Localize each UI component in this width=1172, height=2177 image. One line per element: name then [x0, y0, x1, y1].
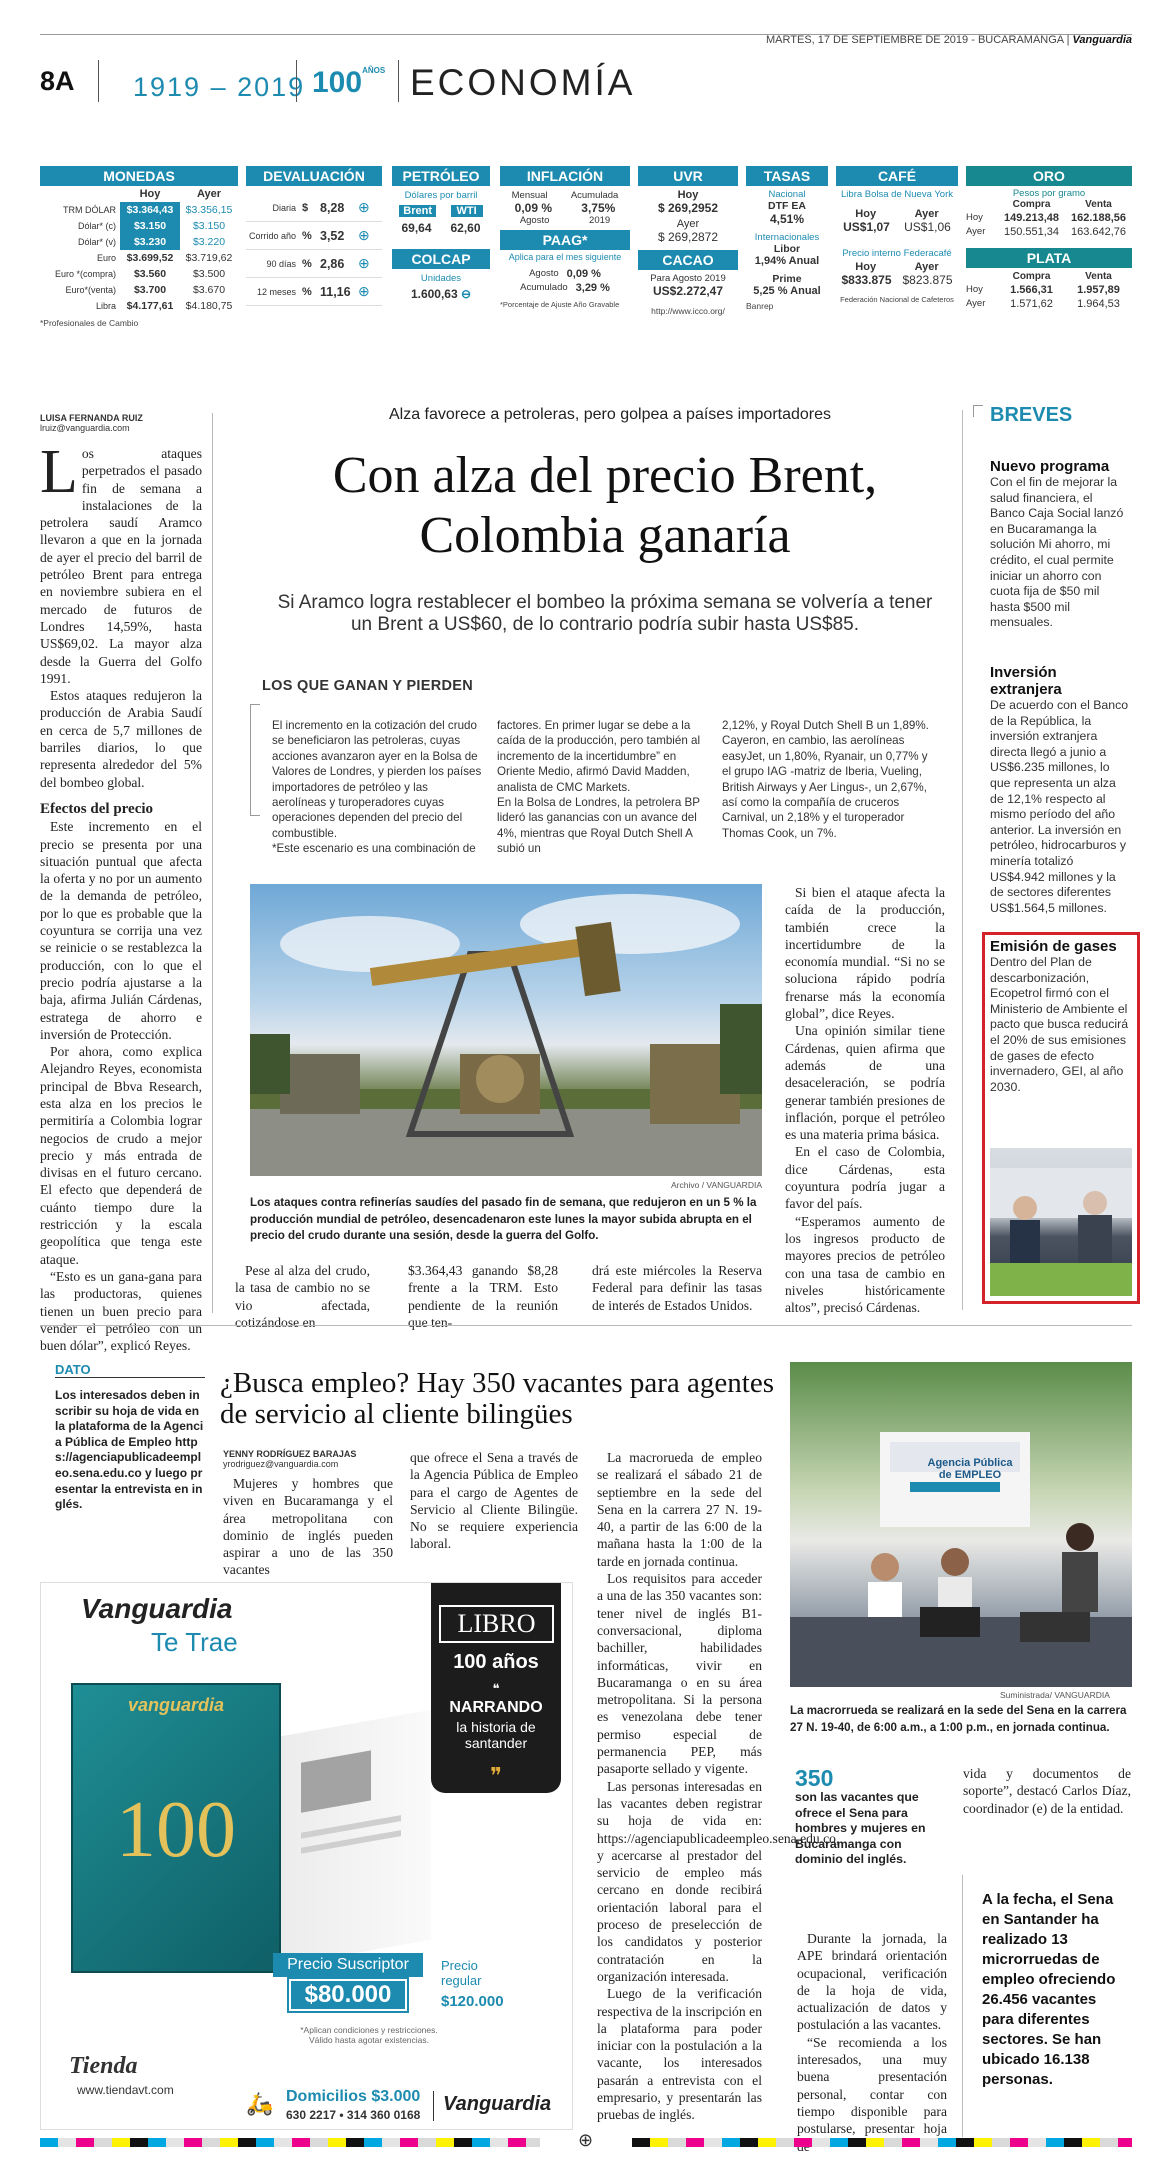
ganan-col-2: factores. En primer lugar se debe a la caída de la producción, pero también al incremento de la incertidumbre” en Oriente Medio, afirmó David Madden, analista de CMC Markets. En la Bolsa de Londres, la petrolera BP lideró las ganancias con un avance del 4%, mientras que Royal Dutch Shell A subió un — [497, 719, 701, 856]
empleo-col-3: La macrorueda de empleo se realizará el sábado 21 de septiembre en la sede del Sena en la carrera 27 N. 19-40, a partir de las 6:00 de la mañana hasta la 1:00 de la tarde en jornada continua. Los requisitos para acceder a una de las 350 vacantes son: tener nivel de inglés B1-conversacional, diploma bachiller, habilidades informáticas, vivir en Bucaramanga o en su área metropolitana. Si la persona es venezolana debe tener permiso especial de permanencia PEP, más pasaporte sellado y vigente. Las personas interesadas en las vacantes deben registrar su hoja de vida en: https://agenciapublicadeempleo.sena.edu.co, y acercarse al prestador del servicio de empleo más cercano en donde recibirá orientación laboral para el proceso de preselección de los candidatos y posterior contratación en la organización interesada. Luego de la verificación respectiva de la inscripción en la plataforma para poder iniciar con la postulación a la vacante, los interesados pasarán a entrevista con el empresario, y presentarán las pruebas de inglés. — [597, 1450, 840, 2123]
byline: LUISA FERNANDA RUIZ lruiz@vanguardia.com — [40, 413, 143, 433]
ad-close-quote-icon: ❞ — [490, 1763, 502, 1788]
empleo-caption: La macrorrueda se realizará en la sede del Sena en la carrera 27 N. 19-40, de 6:00 a.m., a 1:00 p.m., en jornada continua. — [790, 1704, 1127, 1734]
ad-regular: $120.000 — [441, 1993, 504, 2010]
ad-brand: Vanguardia — [81, 1593, 233, 1624]
column-rule — [962, 410, 963, 1310]
breve-nuevo-programa: Nuevo programa Con el fin de mejorar la salud financiera, el Banco Caja Social lanzó en Bucaramanga la solución Mi ahorro, mi crédito, el cual permite iniciar un ahorro con cuota fija de $50 mil hasta $500 mil mensuales. — [990, 458, 1124, 630]
empleo-banner: Agencia Pública de EMPLEO — [927, 1457, 1013, 1481]
oro-box: ORO Pesos por gramo Compra Venta Hoy 149.213,48 162.188,56 Ayer 150.551,34 163.642,76 PLATA Compra Venta Hoy 1.566,31 1.957,89 Ayer 1.571,62 1.964,53 — [966, 166, 1132, 310]
devaluacion-row: 12 meses % 11,16 ⊕ — [246, 278, 382, 306]
monedas-row: TRM DÓLAR $3.364,43 $3.356,15 — [62, 204, 233, 216]
devaluacion-title: DEVALUACIÓN — [246, 166, 382, 186]
down-arrow-icon: ⊖ — [461, 287, 472, 301]
ad-tagline: Te Trae — [151, 1627, 238, 1657]
column-rule — [962, 1875, 963, 2137]
colcap-title: COLCAP — [392, 249, 490, 269]
dato-text: Los interesados deben inscribir su hoja de vida en la plataforma de la Agencia Pública de Empleo https://agenciapublicadeempleo.sena.edu.co y luego presentar la entrevista en inglés. — [55, 1388, 204, 1512]
article-deck: Si Aramco logra restablecer el bombeo la próxima semana se volvería a tener un Brent a US$60, de lo contrario podría subir hasta US$85. — [277, 592, 933, 635]
monedas-row: Euro $3.699,52 $3.719,62 — [96, 252, 233, 264]
oro-title: ORO — [966, 166, 1132, 186]
brent-value: 69,64 — [401, 221, 432, 235]
book-advertisement[interactable] — [40, 1582, 573, 2130]
stat-number: 350 — [795, 1765, 834, 1791]
devaluacion-row: Corrido año % 3,52 ⊕ — [246, 222, 382, 250]
book-cover — [71, 1683, 281, 1973]
devaluacion-row: 90 días % 2,86 ⊕ — [246, 250, 382, 278]
page-number: 8A — [40, 66, 75, 96]
ad-domicilios: Domicilios $3.000 — [286, 2088, 421, 2105]
monedas-row: Euro *(compra) $3.560 $3.500 — [54, 268, 226, 280]
devaluacion-row: Diaria $ 8,28 ⊕ — [246, 194, 382, 222]
bracket — [250, 704, 260, 816]
up-arrow-icon: ⊕ — [358, 199, 370, 215]
job-fair-icon — [790, 1362, 1132, 1687]
uvr-title: UVR — [638, 166, 738, 186]
empleo-credit: Suministrada/ VANGUARDIA — [1000, 1690, 1110, 1700]
100-anos-logo: $100^{AÑOS}$ — [312, 66, 386, 99]
book-cover-title: vanguardia — [127, 1695, 225, 1715]
tasas-box: TASAS Nacional DTF EA 4,51% Internacionales Libor 1,94% Anual Prime 5,25 % Anual Banrep — [746, 166, 828, 311]
color-registration-bar — [632, 2138, 1132, 2147]
wti-value: 62,60 — [450, 221, 481, 235]
inflacion-title: INFLACIÓN — [500, 166, 630, 186]
uvr-box: UVR Hoy $ 269,2952 Ayer $ 269,2872 CACAO Para Agosto 2019 US$2.272,47 http://www.icco.org/ — [638, 166, 738, 316]
cafe-box: CAFÉ Libra Bolsa de Nueva York Hoy Ayer US$1,07 US$1,06 Precio interno Federacafé Hoy Ayer $833.875 $823.875 Federación Nacional de Cafeteros — [836, 166, 958, 304]
article-bottom-3: drá este miércoles la Reserva Federal para definir las tasas de interés de Estados Unidos. — [592, 1263, 762, 1313]
tasas-title: TASAS — [746, 166, 828, 186]
plata-title: PLATA — [966, 248, 1132, 268]
cacao-title: CACAO — [638, 250, 738, 270]
divider — [398, 60, 399, 102]
divider — [98, 60, 99, 102]
section-rule — [40, 1325, 1132, 1326]
article-col-1: Los ataques perpetrados el pasado fin de semana a instalaciones de la petrolera saudí Aramco llevaron a que en la jornada de ayer el precio del barril de petróleo Brent para entrega en noviembre subiera en el mercado de futuros de Londres 14,59%, hasta US$69,02. La mayor alza desde la Guerra del Golfo 1991. Estos ataques redujeron la producción de Arabia Saudí en cerca de 5,7 millones de barriles diarios, lo que representa alrededor del 5% del bombeo global. Efectos del precio Este incremento en el precio se presenta por una situación puntual que afecta la oferta y no por un aumento de la demanda de petróleo, por lo que es probable que la coyuntura se corrija una vez se reinicie o se restablezca la producción, con lo que el precio podría ajustarse a la baja, afirma Julián Cárdenas, estratega de ahorro e inversión de Protección. Por ahora, como explica Alejandro Reyes, economista principal de Bbva Research, esta alza en los precios le permitiría a Colombia lograr negocios de crudo a mejor precio y más entrada de divisas en el futuro cercano. El efecto que dependerá de cuánto tiempo dure la restricción y la escala geopolítica que tenga este ataque. “Esto es un gana-gana para las productoras, quienes tienen un buen precio para vender el petróleo con un buen dólar”, explicó Reyes. — [40, 438, 202, 1354]
column-rule — [212, 413, 213, 1313]
devaluacion-box — [246, 166, 382, 306]
petroleo-title: PETRÓLEO — [392, 166, 490, 186]
monedas-row: Libra $4.177,61 $4.180,75 — [95, 300, 233, 312]
dato-title: DATO — [55, 1362, 205, 1378]
breve-emision-gases: Emisión de gases Dentro del Plan de descarbonización, Ecopetrol firmó con el Ministerio de Ambiente el pacto que busca reducirá el 20% de sus emisiones de gases de efecto invernadero, GEI, al año 2030. — [990, 938, 1129, 1094]
registration-mark-icon: ⊕ — [578, 2130, 594, 2150]
people-signing-icon — [990, 1148, 1132, 1296]
breves-bracket — [973, 405, 983, 417]
ad-precio: $80.000 — [289, 1979, 407, 2011]
delivery-moto-icon: 🛵 — [246, 2091, 274, 2116]
empleo-photo — [790, 1362, 1132, 1687]
ad-quote-icon: ❝ — [492, 1681, 500, 1696]
book-cover-number: 100 — [116, 1786, 236, 1874]
sena-stats-box: A la fecha, el Sena en Santander ha realizado 13 microrruedas de empleo ofreciendo 26.456 vacantes para diferentes sectores. Se han ubicado 16.138 personas. — [982, 1891, 1116, 2088]
monedas-box: MONEDAS Hoy Ayer TRM DÓLAR $3.364,43 $3.356,15 Dólar* (c) $3.150 $3.150 Dólar* (v) $3.230 $3.220 Euro $3.699,52 $3.719,62 Euro *(compra) $3.560 $3.500 Euro*(venta) $3.700 $3.670 Libra $4.177,61 $4.180,75 *Profesionales de Cambio — [40, 166, 238, 328]
oil-pump-icon — [250, 884, 762, 1176]
ad-fine-print: *Aplican condiciones y restricciones. Válido hasta agotar existencias. — [300, 2025, 438, 2045]
ad-tienda-logo: Tienda — [69, 2053, 138, 2079]
monedas-row: Euro*(venta) $3.700 $3.670 — [65, 284, 226, 296]
empleo-byline: YENNY RODRÍGUEZ BARAJAS yrodriguez@vanguardia.com — [223, 1449, 357, 1469]
ad-precio-label: Precio Suscriptor — [273, 1953, 423, 1977]
empleo-col-4: Durante la jornada, la APE brindará orientación ocupacional, verificación de la hoja de vida, actualización de datos y postulación a las vacantes. “Se recomienda a los interesados, una muy buena presentación personal, contar con tiempo disponible para postularse, presentar hoja — [797, 1931, 947, 2137]
article-kicker: Alza favorece a petroleras, pero golpea a países importadores — [388, 406, 832, 423]
inflacion-box: INFLACIÓN Mensual Acumulada 0,09 % 3,75% Agosto 2019 PAAG* Aplica para el mes siguiente Agosto 0,09 % Acumulado 3,29 % *Porcentaje de Ajuste Año Gravable — [500, 166, 630, 309]
empleo-headline: ¿Busca empleo? Hay 350 vacantes para agentes de servicio al cliente bilingües — [220, 1367, 774, 1430]
dateline: MARTES, 17 DE SEPTIEMBRE DE 2019 - BUCARAMANGA | Vanguardia — [766, 34, 1132, 46]
article-bottom-2: $3.364,43 ganando $8,28 frente a la TRM. Esto pendiente de la reunión que ten- — [408, 1263, 558, 1330]
ad-url[interactable]: www.tiendavt.com — [77, 2083, 174, 2097]
stat-text: son las vacantes que ofrece el Sena para hombres y mujeres en Bucaramanga con dominio del inglés. — [795, 1790, 926, 1867]
petroleo-box: PETRÓLEO Dólares por barril Brent WTI 69,64 62,60 COLCAP Unidades 1.600,63 ⊖ — [392, 166, 490, 301]
color-registration-bar — [40, 2138, 540, 2147]
empleo-col-2: que ofrece el Sena a través de la Agencia Pública de Empleo para el cargo de Agentes de Servicio al Cliente Bilingüe. No se requiere experiencia laboral. — [410, 1450, 578, 1552]
monedas-note: *Profesionales de Cambio — [40, 318, 139, 328]
ganan-title: LOS QUE GANAN Y PIERDEN — [262, 678, 474, 694]
oil-pump-photo — [250, 884, 762, 1176]
divider — [296, 60, 297, 102]
paag-title: PAAG* — [500, 230, 630, 250]
up-arrow-icon: ⊕ — [358, 255, 370, 271]
ad-footer-brand: Vanguardia — [443, 2093, 552, 2115]
up-arrow-icon: ⊕ — [358, 283, 370, 299]
article-headline: Con alza del precio Brent, Colombia ganaría — [332, 447, 878, 564]
monedas-row: Dólar* (c) $3.150 $3.150 — [77, 220, 226, 232]
empleo-col-5: vida y documentos de soporte”, destacó Carlos Díaz, coordinador (e) de la entidad. — [963, 1766, 1131, 1816]
up-arrow-icon: ⊕ — [358, 227, 370, 243]
book-open-pages — [281, 1710, 431, 1966]
cafe-title: CAFÉ — [836, 166, 958, 186]
monedas-row: Dólar* (v) $3.230 $3.220 — [77, 236, 226, 248]
photo-caption: Los ataques contra refinerías saudíes del pasado fin de semana, que redujeron en un 5 % la producción mundial de petróleo, desencadenaron este lunes la mayor subida abrupta en el precio del crudo durante una sesión, desde la guerra del Golfo. — [250, 1196, 757, 1242]
monedas-title: MONEDAS — [40, 166, 238, 186]
colcap-value: 1.600,63 ⊖ — [410, 287, 472, 301]
article-bottom-1: Pese al alza del crudo, la tasa de cambio no se vio afectada, cotizándose en — [235, 1263, 370, 1330]
ad-historia: la historia de santander — [456, 1719, 536, 1751]
ad-phones: 630 2217 • 314 360 0168 — [286, 2108, 421, 2122]
section-title: ECONOMÍA — [410, 62, 636, 103]
breve-inversion: Inversión extranjera De acuerdo con el Banco de la República, la inversión extranjera directa llegó a junio a US$6.235 millones, lo que representa un alza de 12,1% respecto al mismo período del año anterior. La inversión en petróleo, hidrocarburos y minería totalizó US$4.942 millones y la de sectores diferentes US$1.564,5 millones. — [990, 664, 1129, 915]
empleo-col-1: Mujeres y hombres que viven en Bucaramanga y el área metropolitana con dominio de inglés pueden aspirar a uno de las 350 vacantes — [223, 1476, 393, 1578]
anniversary-years: 1919 – 2019 — [133, 72, 306, 102]
article-col-right: Si bien el ataque afecta la caída de la producción, también crece la incertidumbre de la economía mundial. “Si no se soluciona rápido podría frenarse más la economía global”, dice Reyes. Una opinión similar tiene Cárdenas, quien afirma que además de una desaceleración, se podría generar también presiones de inflación, porque el petróleo es una materia prima básica. En el caso de Colombia, dice Cárdenas, esta coyuntura podría jugar a favor del país. “Esperamos aumento de los ingresos producto de mayores precios de petróleo con una tasa de cambio en niveles históricamente altos”, precisó Cárdenas. — [785, 885, 945, 1316]
ganan-col-3: 2,12%, y Royal Dutch Shell B un 1,89%. Cayeron, en cambio, las aerolíneas easyJet, un 1,80%, Ryanair, un 0,77% y el grupo IAG -matriz de Iberia, Vueling, British Airways y Aer Lingus-, un 2,67%, así como la compañía de cruceros Carnival, un 2,18% y el turoperador Thomas Cook, un 7%. — [722, 719, 929, 840]
ganan-col-1: El incremento en la cotización del crudo se beneficiaron las petroleras, cuyas acciones avanzaron ayer en la Bolsa de Valores de Londres, y pierden los países importadores de petróleo y las aerolíneas y turoperadores cuyas operaciones dependen del precio del combustible. *Este escenario es una combinación de — [272, 719, 482, 856]
ad-100-anos: 100 años — [453, 1651, 539, 1673]
ecopetrol-photo — [990, 1148, 1132, 1296]
ad-libro: LIBRO — [439, 1605, 554, 1643]
breves-title: BREVES — [990, 404, 1073, 426]
photo-credit: Archivo / VANGUARDIA — [670, 1180, 762, 1190]
ad-regular-label: Precio regular — [441, 1958, 482, 1988]
ad-narrando: NARRANDO — [449, 1699, 543, 1716]
